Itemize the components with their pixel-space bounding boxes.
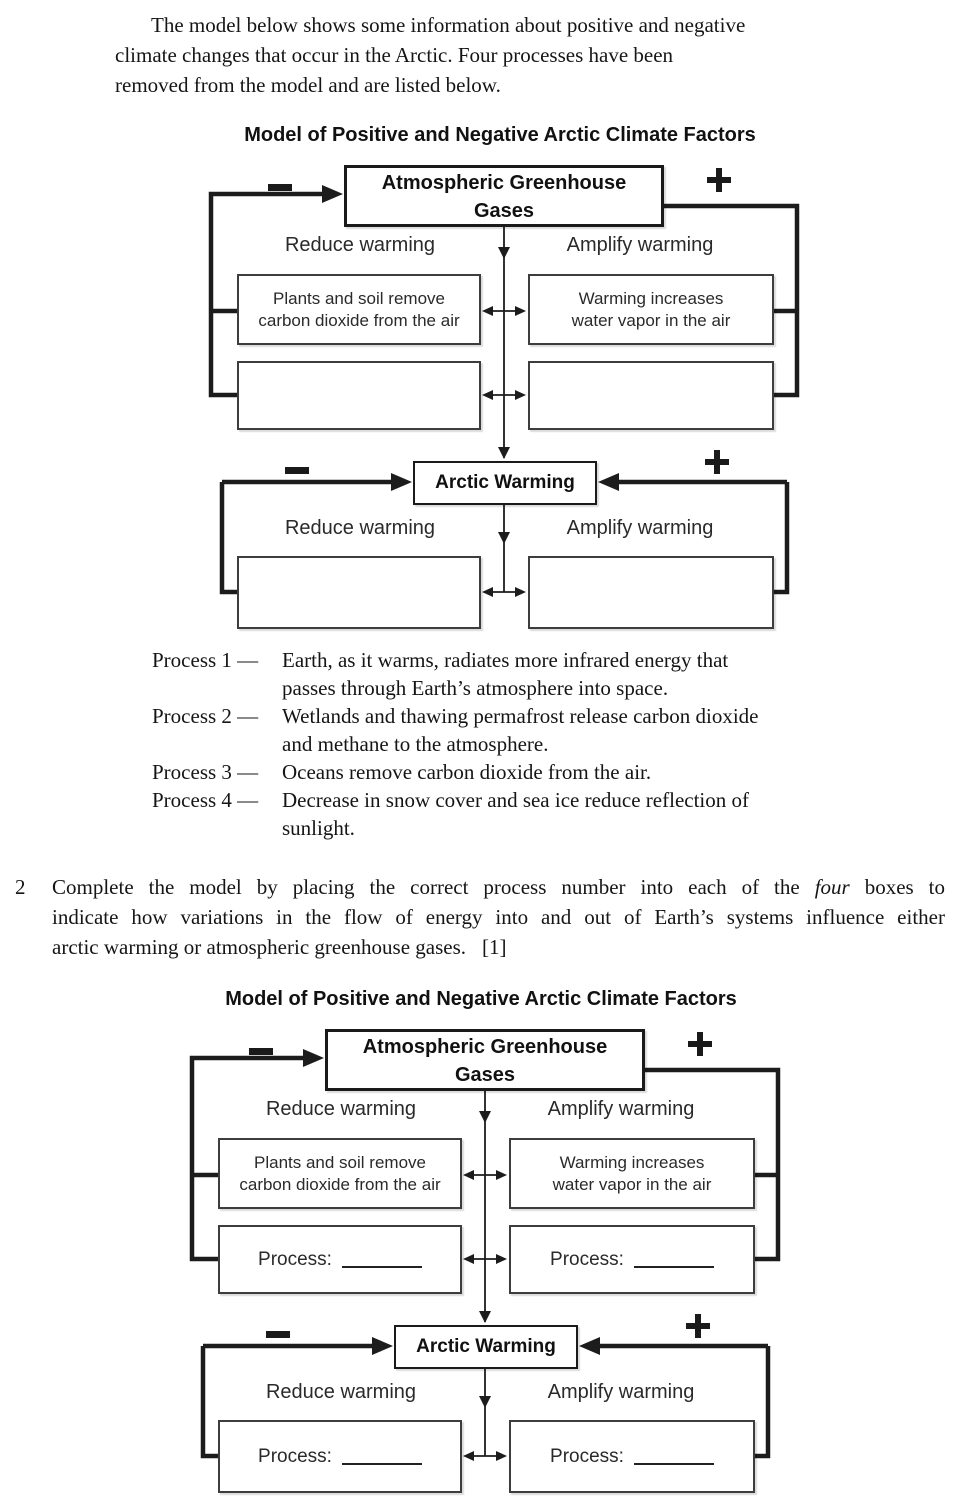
question-text <box>52 872 945 962</box>
process-blank-label: Process: <box>258 1248 332 1270</box>
arctic-warming-box: Arctic Warming <box>394 1325 578 1369</box>
plus-icon <box>686 1314 710 1338</box>
diagram-model-answer <box>161 1022 801 1502</box>
intro-line: removed from the model and are listed below. <box>115 73 501 97</box>
minus-icon <box>266 1331 290 1338</box>
process-list <box>152 646 852 842</box>
diagram-model-original <box>180 158 820 638</box>
question-number: 2 <box>15 875 26 899</box>
amplify-warming-label: Amplify warming <box>566 517 714 539</box>
amplify-warming-label: Amplify warming <box>547 1098 695 1120</box>
amplify-warming-label: Amplify warming <box>566 234 714 256</box>
process-blank-label: Process: <box>550 1445 624 1467</box>
plus-icon <box>707 168 731 192</box>
process-blank-field[interactable] <box>634 1449 714 1465</box>
reduce-warming-label: Reduce warming <box>265 1381 417 1403</box>
vapor-box: Warming increases water vapor in the air <box>528 274 774 345</box>
process-label: Process 1 — <box>152 648 259 672</box>
intro-line: climate changes that occur in the Arctic. Four processes have been <box>115 43 674 67</box>
process-blank-field[interactable] <box>342 1449 422 1465</box>
process-item: Process 4 — Decrease in snow cover and sea ice reduce reflection of sunlight. <box>152 788 750 840</box>
process-item: Process 2 — Wetlands and thawing permafrost release carbon dioxide and methane to the atmosphere. <box>152 704 759 756</box>
empty-answer-box-arctic-amplify <box>528 556 774 629</box>
process-item: Process 3 — Oceans remove carbon dioxide from the air. <box>152 760 652 784</box>
question-line: Complete the model by placing the correct process number into each of the four boxes to <box>52 875 946 899</box>
greenhouse-gases-box: Atmospheric Greenhouse Gases <box>325 1029 645 1091</box>
process-blank-label: Process: <box>550 1248 624 1270</box>
process-answer-box-greenhouse-amplify <box>509 1225 755 1294</box>
diagram-title: Model of Positive and Negative Arctic Climate Factors <box>244 124 756 146</box>
plants-box: Plants and soil remove carbon dioxide from the air <box>218 1138 462 1209</box>
process-blank-label: Process: <box>258 1445 332 1467</box>
question-block <box>15 872 945 962</box>
vapor-box: Warming increases water vapor in the air <box>509 1138 755 1209</box>
amplify-warming-label: Amplify warming <box>547 1381 695 1403</box>
intro-line: The model below shows some information about positive and negative <box>151 13 746 37</box>
process-answer-box-greenhouse-reduce <box>218 1225 462 1294</box>
process-blank-field[interactable] <box>342 1252 422 1268</box>
process-label: Process 4 — <box>152 788 259 812</box>
plants-box: Plants and soil remove carbon dioxide from the air <box>237 274 481 345</box>
process-blank-field[interactable] <box>634 1252 714 1268</box>
minus-icon <box>285 467 309 474</box>
plus-icon <box>688 1032 712 1056</box>
reduce-warming-label: Reduce warming <box>284 517 436 539</box>
arctic-warming-box: Arctic Warming <box>413 461 597 505</box>
empty-answer-box-arctic-reduce <box>237 556 481 629</box>
reduce-warming-label: Reduce warming <box>284 234 436 256</box>
process-answer-box-arctic-amplify <box>509 1420 755 1493</box>
diagram-title: Model of Positive and Negative Arctic Climate Factors <box>225 988 737 1010</box>
minus-icon <box>249 1048 273 1055</box>
greenhouse-gases-box: Atmospheric Greenhouse Gases <box>344 165 664 227</box>
plus-icon <box>705 450 729 474</box>
question-line: indicate how variations in the flow of energy into and out of Earth’s systems influence either <box>52 905 945 929</box>
process-item: Process 1 — Earth, as it warms, radiates more infrared energy that passes through Earth’s atmosphere into space. <box>152 648 729 700</box>
minus-icon <box>268 184 292 191</box>
process-label: Process 3 — <box>152 760 259 784</box>
empty-answer-box-greenhouse-amplify <box>528 361 774 430</box>
question-line: arctic warming or atmospheric greenhouse gases. [1] <box>52 935 507 959</box>
process-label: Process 2 — <box>152 704 259 728</box>
empty-answer-box-greenhouse-reduce <box>237 361 481 430</box>
process-answer-box-arctic-reduce <box>218 1420 462 1493</box>
intro-paragraph <box>115 10 855 100</box>
marks-badge: [1] <box>482 935 507 959</box>
reduce-warming-label: Reduce warming <box>265 1098 417 1120</box>
